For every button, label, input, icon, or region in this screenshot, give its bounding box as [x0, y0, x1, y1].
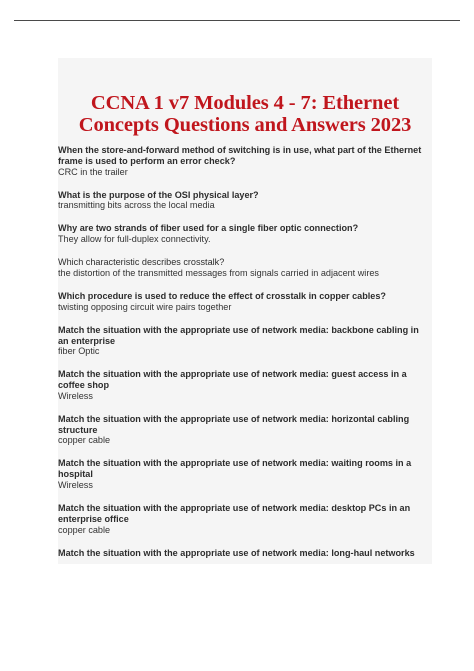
answer-text: CRC in the trailer [58, 166, 128, 177]
qa-item [58, 503, 430, 535]
answer-text: copper cable [58, 524, 111, 535]
question-text: What is the purpose of the OSI physical layer? [58, 189, 259, 200]
qa-item [58, 190, 430, 212]
question-text: Match the situation with the appropriate use of network media: waiting rooms in a hospital [58, 458, 412, 480]
answer-text: fiber Optic [58, 346, 100, 357]
question-text: Which characteristic describes crosstalk? [58, 257, 225, 268]
answer-text: twisting opposing circuit wire pairs together [58, 301, 232, 312]
qa-item [58, 257, 430, 279]
question-text: Which procedure is used to reduce the effect of crosstalk in copper cables? [58, 290, 386, 301]
answer-text: transmitting bits across the local media [58, 200, 215, 211]
qa-item [58, 223, 430, 245]
document-page [58, 58, 432, 564]
qa-item [58, 414, 430, 446]
question-text: Match the situation with the appropriate use of network media: long-haul networks [58, 547, 415, 558]
question-text: Match the situation with the appropriate use of network media: guest access in a coffee shop [58, 369, 407, 391]
qa-item [58, 145, 430, 177]
qa-item [58, 369, 430, 401]
qa-item [58, 325, 430, 357]
answer-text: They allow for full-duplex connectivity. [58, 234, 211, 245]
answer-text: Wireless [58, 390, 93, 401]
qa-list [58, 145, 430, 571]
qa-item [58, 458, 430, 490]
qa-item [58, 548, 430, 559]
answer-text: the distortion of the transmitted messages from signals carried in adjacent wires [58, 267, 379, 278]
question-text: When the store-and-forward method of switching is in use, what part of the Ethernet frame is used to perform an error check? [58, 145, 422, 166]
question-text: Match the situation with the appropriate use of network media: desktop PCs in an enterprise office [58, 503, 411, 524]
question-text: Match the situation with the appropriate use of network media: horizontal cabling structure [58, 413, 410, 435]
question-text: Why are two strands of fiber used for a single fiber optic connection? [58, 223, 359, 234]
qa-item [58, 291, 430, 313]
document-title: CCNA 1 v7 Modules 4 - 7: Ethernet Concepts Questions and Answers 2023 [78, 92, 412, 136]
answer-text: copper cable [58, 435, 111, 446]
question-text: Match the situation with the appropriate use of network media: backbone cabling in an enterprise [58, 324, 419, 346]
answer-text: Wireless [58, 480, 93, 491]
top-divider [14, 20, 460, 21]
